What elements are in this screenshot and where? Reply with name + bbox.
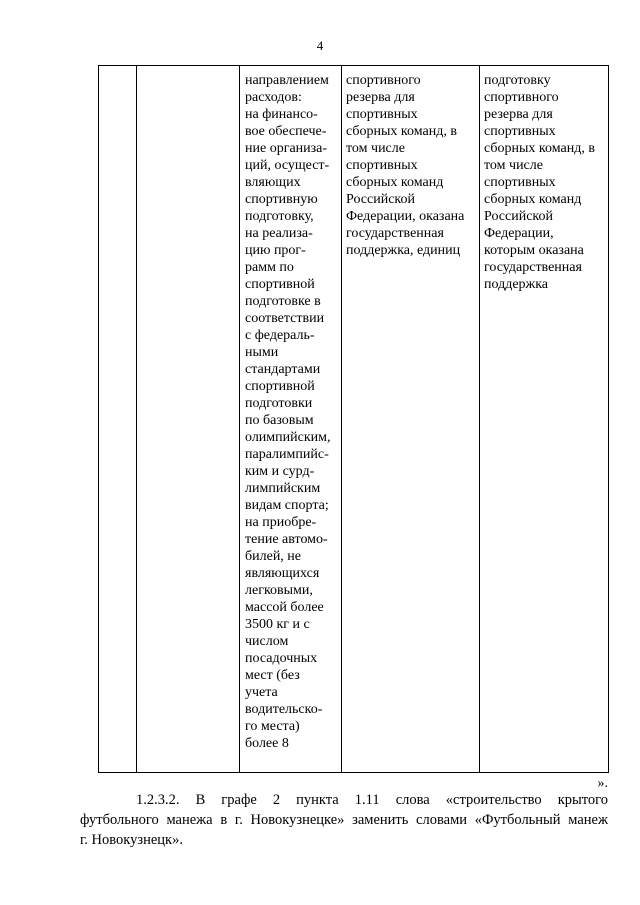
amendment-table	[98, 65, 609, 773]
column-divider	[136, 66, 137, 772]
paragraph-line: 1.2.3.2. В графе 2 пункта 1.11 слова «строительство крытого	[136, 792, 608, 808]
table-cell-col4: спортивного резерва для спортивных сборных команд, в том числе спортивных сборных команд Российской Федерации, оказана государственная поддержка, единиц	[346, 73, 465, 258]
table-cell-col3: направлением расходов: на финансо- вое обеспече- ние организа- ций, осущест- вляющих спортивную подготовку, на реализа- цию прог- рамм по спортивной подготовке в соответствии с федераль- ными стандартами спортивной подготовки по базовым олимпийским, паралимпийс- ким и сурд- лимпийским видам спорта; на приобре- тение автомо- билей, не являющихся легковыми, массой более 3500 кг и с числом посадочных мест (без учета водительско- го места) более 8	[245, 73, 331, 751]
column-divider	[479, 66, 480, 772]
column-divider	[341, 66, 342, 772]
paragraph-line: г. Новокузнецк».	[80, 832, 183, 848]
paragraph-line: футбольного манежа в г. Новокузнецке» заменить словами «Футбольный манеж	[80, 812, 608, 828]
table-cell-col5: подготовку спортивного резерва для спортивных сборных команд, в том числе спортивных сборных команд Российской Федерации, которым оказана государственная поддержка	[484, 73, 595, 292]
page-number: 4	[316, 38, 324, 53]
amendment-paragraph	[80, 790, 608, 850]
column-divider	[239, 66, 240, 772]
closing-quote: ».	[597, 776, 608, 791]
